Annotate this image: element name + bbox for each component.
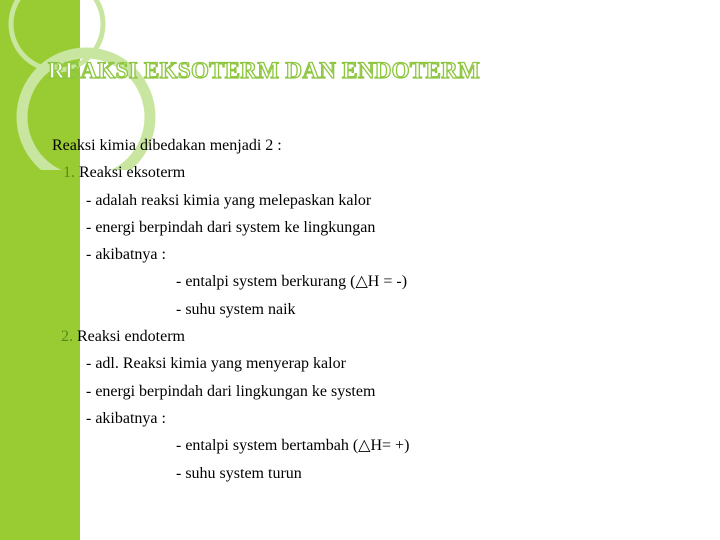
section-2-sub-item: - suhu system turun [176, 464, 302, 482]
section-1-heading [52, 159, 409, 186]
section-1-item: - akibatnya : [86, 246, 166, 264]
section-title: Reaksi eksoterm [79, 164, 186, 182]
section-2-sub-item: - entalpi system bertambah (△H= +) [176, 437, 410, 455]
intro-text: Reaksi kimia dibedakan menjadi 2 : [52, 137, 282, 154]
section-2-item: - akibatnya : [86, 409, 166, 427]
section-1-item: - adalah reaksi kimia yang melepaskan kalor [86, 191, 372, 209]
section-2-item: - energi berpindah dari lingkungan ke system [86, 382, 376, 400]
section-1-sub-item: - entalpi system berkurang (△H = -) [176, 273, 408, 291]
slide-title: REAKSI EKSOTERM DAN ENDOTERM [48, 58, 481, 83]
section-number: 2. [61, 328, 73, 346]
section-1-sub-item: - suhu system naik [176, 300, 296, 318]
section-2-item: - adl. Reaksi kimia yang menyerap kalor [86, 355, 346, 373]
section-1-item: - energi berpindah dari system ke lingkungan [86, 218, 376, 236]
slide-body [52, 132, 409, 487]
section-2-heading [52, 323, 409, 350]
section-number: 1. [63, 164, 75, 182]
section-title: Reaksi endoterm [77, 328, 185, 346]
